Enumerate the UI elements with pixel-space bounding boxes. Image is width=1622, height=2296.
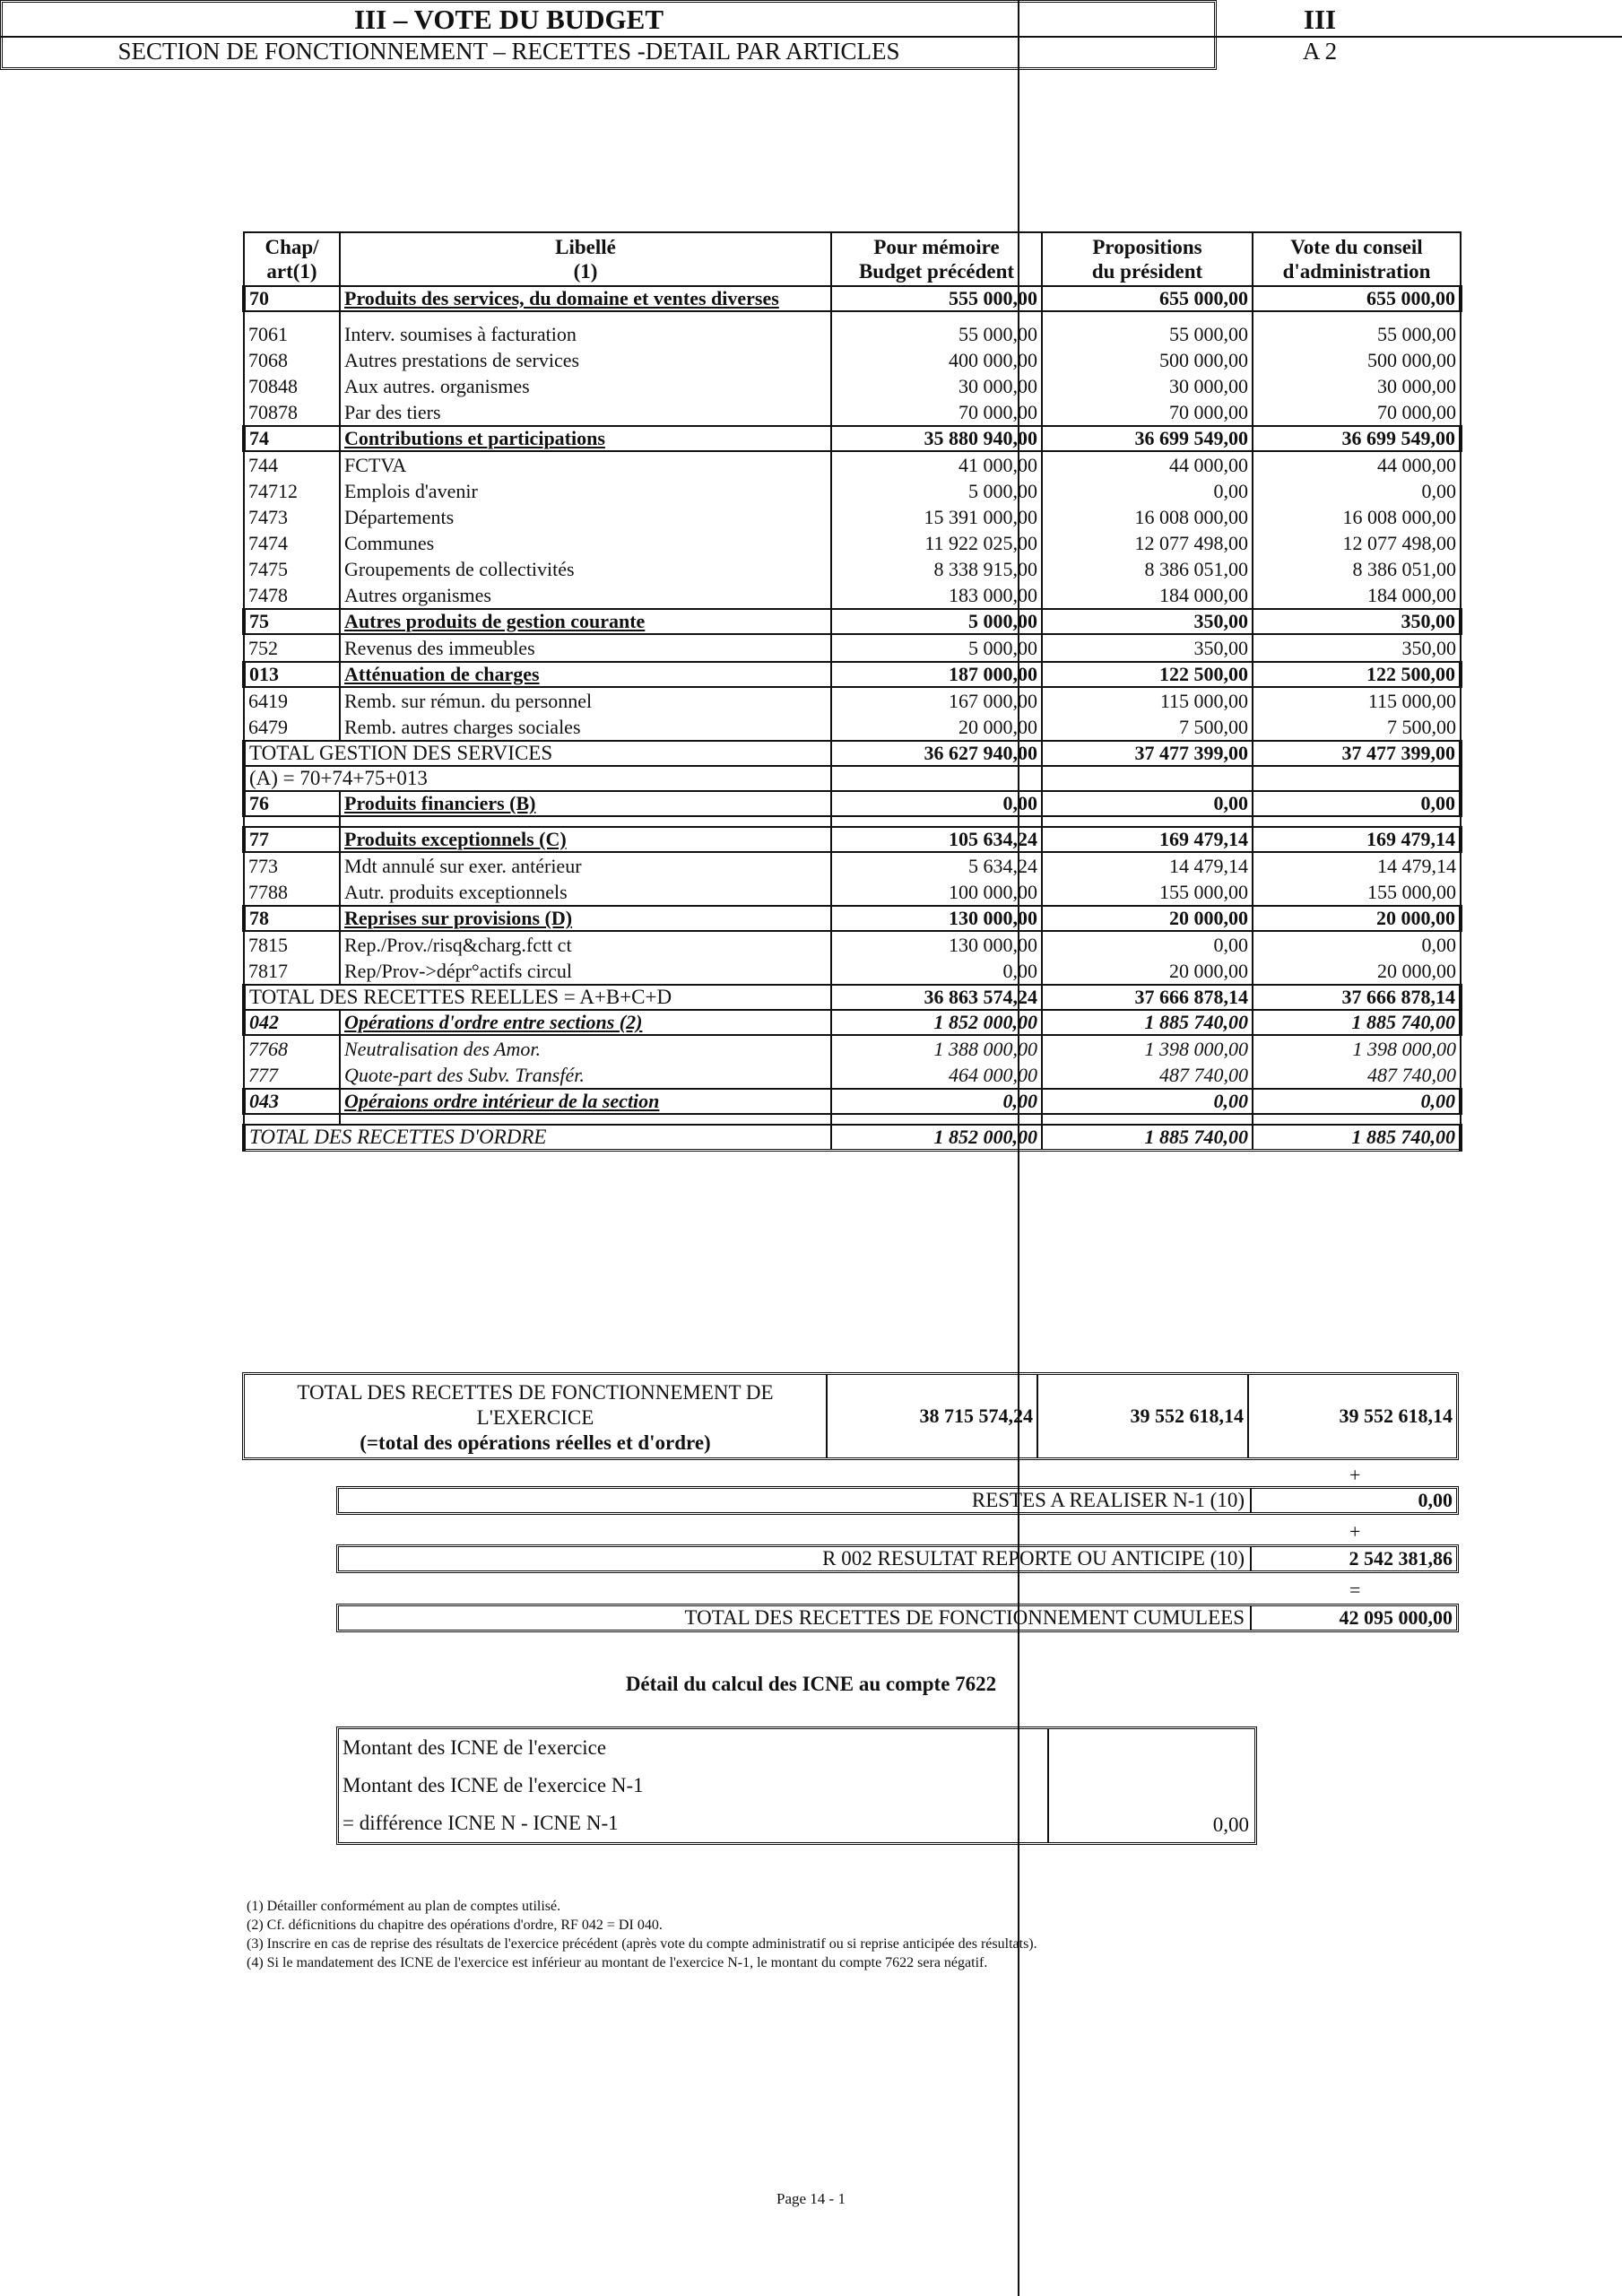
value-memoire: 30 000,00 [831,373,1042,399]
article-label: Par des tiers [340,399,831,426]
value-propositions: 70 000,00 [1042,399,1253,426]
table-header-row [244,232,1461,286]
value-memoire: 5 000,00 [831,609,1042,634]
article-label: Départements [340,504,831,530]
cumul-value: 42 095 000,00 [1339,1606,1453,1629]
value-vote: 350,00 [1253,609,1461,634]
value-memoire: 5 634,24 [831,852,1042,879]
value-propositions: 44 000,00 [1042,451,1253,478]
col-header-chap: Chap/ art(1) [244,232,340,286]
value-propositions: 20 000,00 [1042,958,1253,985]
value-propositions: 487 740,00 [1042,1062,1253,1089]
spacer-row [244,1114,1461,1125]
col-header-vote: Vote du conseil d'administration [1253,232,1461,286]
grand-total-label-line2: L'EXERCICE [476,1406,594,1429]
value-memoire: 0,00 [831,958,1042,985]
article-label: Rep./Prov./risq&charg.fctt ct [340,931,831,958]
value-vote: 1 398 000,00 [1253,1035,1461,1062]
value-propositions: 20 000,00 [1042,906,1253,931]
chapter-code: 76 [244,791,340,816]
chapter-label: Produits exceptionnels (C) [340,827,831,852]
value-memoire: 1 388 000,00 [831,1035,1042,1062]
value-propositions: 7 500,00 [1042,714,1253,741]
value-propositions: 350,00 [1042,609,1253,634]
chapter-row [244,286,1461,311]
chapter-code: 78 [244,906,340,931]
value-vote: 0,00 [1253,1089,1461,1114]
empty-cell [1042,766,1253,791]
article-code: 7788 [244,879,340,906]
icne-row-exercice: Montant des ICNE de l'exercice [343,1736,607,1759]
total-memoire: 36 863 574,24 [831,985,1042,1010]
document-header [0,0,1338,70]
article-row [244,582,1461,609]
value-propositions: 0,00 [1042,478,1253,504]
article-label: Neutralisation des Amor. [340,1035,831,1062]
empty-cell [831,766,1042,791]
value-memoire: 100 000,00 [831,879,1042,906]
article-label: Remb. autres charges sociales [340,714,831,741]
value-vote: 7 500,00 [1253,714,1461,741]
restes-value: 0,00 [1418,1489,1453,1511]
value-memoire: 0,00 [831,1089,1042,1114]
article-row [244,399,1461,426]
value-propositions: 500 000,00 [1042,347,1253,373]
article-code: 7474 [244,530,340,556]
section-code: III [1303,4,1337,35]
article-label: Autres prestations de services [340,347,831,373]
article-label: Rep/Prov->dépr°actifs circul [340,958,831,985]
value-vote: 36 699 549,00 [1253,426,1461,451]
total-propositions: 37 666 878,14 [1042,985,1253,1010]
spacer-cell [831,311,1042,321]
value-vote: 44 000,00 [1253,451,1461,478]
chapter-label: Autres produits de gestion courante [340,609,831,634]
spacer-cell [1042,311,1253,321]
budget-table [242,231,1462,1152]
grand-total-label [245,1375,828,1457]
value-propositions: 8 386 051,00 [1042,556,1253,582]
spacer-row [244,816,1461,827]
total-label: TOTAL DES RECETTES D'ORDRE [244,1125,831,1151]
chapter-code: 74 [244,426,340,451]
value-memoire: 555 000,00 [831,286,1042,311]
total-row [244,741,1461,766]
col-header-propositions: Propositions du président [1042,232,1253,286]
value-memoire: 464 000,00 [831,1062,1042,1089]
article-code: 7815 [244,931,340,958]
value-vote: 155 000,00 [1253,879,1461,906]
restes-label: RESTES A REALISER N-1 (10) [339,1489,1252,1512]
empty-cell [1253,766,1461,791]
footnote: (3) Inscrire en cas de reprise des résultats de l'exercice précédent (après vote du compte administratif ou si reprise anticipée des résultats). [247,1936,1037,1952]
article-code: 7068 [244,347,340,373]
article-row [244,879,1461,906]
icne-title: Détail du calcul des ICNE au compte 7622 [625,1673,997,1695]
chapter-label: Contributions et participations [340,426,831,451]
icne-box [336,1726,1257,1845]
value-propositions: 0,00 [1042,791,1253,816]
chapter-label: Produits financiers (B) [340,791,831,816]
article-row [244,1062,1461,1089]
article-label: Autres organismes [340,582,831,609]
grand-total-box [242,1372,1459,1460]
spacer-cell [1042,1114,1253,1125]
chapter-code: 043 [244,1089,340,1114]
article-row [244,687,1461,714]
value-vote: 20 000,00 [1253,906,1461,931]
article-code: 773 [244,852,340,879]
article-row [244,373,1461,399]
value-propositions: 55 000,00 [1042,321,1253,347]
spacer-cell [244,1114,340,1125]
article-label: Groupements de collectivités [340,556,831,582]
total-vote: 37 666 878,14 [1253,985,1461,1010]
chapter-code: 042 [244,1010,340,1035]
value-vote: 655 000,00 [1253,286,1461,311]
r002-box [336,1544,1459,1573]
value-memoire: 41 000,00 [831,451,1042,478]
article-label: Aux autres. organismes [340,373,831,399]
grand-total-memoire: 38 715 574,24 [828,1375,1038,1457]
total-vote: 1 885 740,00 [1253,1125,1461,1151]
article-label: Interv. soumises à facturation [340,321,831,347]
footnote: (1) Détailler conformément au plan de comptes utilisé. [247,1899,561,1914]
spacer-cell [340,816,831,827]
spacer-cell [831,816,1042,827]
article-row [244,714,1461,741]
article-code: 6479 [244,714,340,741]
article-row [244,931,1461,958]
grand-total-label-line1: TOTAL DES RECETTES DE FONCTIONNEMENT DE [297,1381,774,1404]
value-vote: 0,00 [1253,931,1461,958]
equals-sign: = [1349,1578,1361,1601]
chapter-row [244,906,1461,931]
total-row [244,1125,1461,1151]
article-label: FCTVA [340,451,831,478]
value-propositions: 1 885 740,00 [1042,1010,1253,1035]
value-memoire: 105 634,24 [831,827,1042,852]
col-header-memoire: Pour mémoire Budget précédent [831,232,1042,286]
value-memoire: 55 000,00 [831,321,1042,347]
cumul-box [336,1604,1459,1632]
total-memoire: 1 852 000,00 [831,1125,1042,1151]
value-vote: 12 077 498,00 [1253,530,1461,556]
value-vote: 1 885 740,00 [1253,1010,1461,1035]
value-memoire: 187 000,00 [831,662,1042,687]
value-memoire: 70 000,00 [831,399,1042,426]
article-code: 7768 [244,1035,340,1062]
total-label: TOTAL DES RECETTES REELLES = A+B+C+D [244,985,831,1010]
value-vote: 0,00 [1253,478,1461,504]
chapter-label: Opérations d'ordre entre sections (2) [340,1010,831,1035]
footnote: (2) Cf. déficnitions du chapitre des opérations d'ordre, RF 042 = DI 040. [247,1918,663,1933]
article-row [244,556,1461,582]
value-memoire: 183 000,00 [831,582,1042,609]
value-memoire: 20 000,00 [831,714,1042,741]
value-propositions: 169 479,14 [1042,827,1253,852]
spacer-cell [340,311,831,321]
value-vote: 169 479,14 [1253,827,1461,852]
article-code: 777 [244,1062,340,1089]
value-memoire: 15 391 000,00 [831,504,1042,530]
total-label: TOTAL GESTION DES SERVICES [244,741,831,766]
value-vote: 184 000,00 [1253,582,1461,609]
value-memoire: 0,00 [831,791,1042,816]
article-row [244,634,1461,662]
total-row [244,985,1461,1010]
value-vote: 0,00 [1253,791,1461,816]
total-row-formula [244,766,1461,791]
article-label: Communes [340,530,831,556]
plus-sign: + [1349,1464,1361,1486]
value-vote: 122 500,00 [1253,662,1461,687]
value-vote: 30 000,00 [1253,373,1461,399]
value-memoire: 5 000,00 [831,478,1042,504]
value-memoire: 130 000,00 [831,906,1042,931]
spacer-cell [1253,311,1461,321]
chapter-row [244,827,1461,852]
article-label: Quote-part des Subv. Transfér. [340,1062,831,1089]
article-label: Revenus des immeubles [340,634,831,662]
value-memoire: 35 880 940,00 [831,426,1042,451]
grand-total-propositions: 39 552 618,14 [1038,1375,1249,1457]
restes-box [336,1486,1459,1515]
chapter-row [244,426,1461,451]
article-label: Emplois d'avenir [340,478,831,504]
chapter-label: Opéraions ordre intérieur de la section [340,1089,831,1114]
article-code: 70878 [244,399,340,426]
value-propositions: 16 008 000,00 [1042,504,1253,530]
spacer-cell [244,816,340,827]
article-row [244,852,1461,879]
article-code: 74712 [244,478,340,504]
value-propositions: 655 000,00 [1042,286,1253,311]
article-row [244,347,1461,373]
value-memoire: 11 922 025,00 [831,530,1042,556]
value-memoire: 167 000,00 [831,687,1042,714]
value-memoire: 8 338 915,00 [831,556,1042,582]
page-number: Page 14 - 1 [776,2190,846,2207]
article-row [244,504,1461,530]
value-propositions: 14 479,14 [1042,852,1253,879]
chapter-row [244,1089,1461,1114]
value-propositions: 0,00 [1042,931,1253,958]
article-row [244,958,1461,985]
value-vote: 70 000,00 [1253,399,1461,426]
icne-value: 0,00 [1212,1813,1249,1836]
chapter-row [244,1010,1461,1035]
article-row [244,530,1461,556]
chapter-code: 75 [244,609,340,634]
value-vote: 55 000,00 [1253,321,1461,347]
total-memoire: 36 627 940,00 [831,741,1042,766]
footnotes [247,1897,1037,1972]
chapter-code: 013 [244,662,340,687]
article-row [244,1035,1461,1062]
value-memoire: 130 000,00 [831,931,1042,958]
article-label: Remb. sur rémun. du personnel [340,687,831,714]
article-code: 7478 [244,582,340,609]
value-vote: 500 000,00 [1253,347,1461,373]
value-vote: 115 000,00 [1253,687,1461,714]
value-vote: 487 740,00 [1253,1062,1461,1089]
page-subtitle: SECTION DE FONCTIONNEMENT – RECETTES -DETAIL PAR ARTICLES [117,38,900,65]
spacer-cell [244,311,340,321]
footnote: (4) Si le mandatement des ICNE de l'exercice est inférieur au montant de l'exercice N-1, le montant du compte 7622 sera négatif. [247,1955,988,1970]
article-row [244,321,1461,347]
value-vote: 14 479,14 [1253,852,1461,879]
total-vote: 37 477 399,00 [1253,741,1461,766]
spacer-cell [831,1114,1042,1125]
total-propositions: 1 885 740,00 [1042,1125,1253,1151]
article-code: 6419 [244,687,340,714]
article-code: 7473 [244,504,340,530]
value-propositions: 30 000,00 [1042,373,1253,399]
value-propositions: 155 000,00 [1042,879,1253,906]
chapter-label: Produits des services, du domaine et ventes diverses [340,286,831,311]
grand-total-label-line3: (=total des opérations réelles et d'ordre) [360,1431,711,1454]
article-code: 744 [244,451,340,478]
value-propositions: 122 500,00 [1042,662,1253,687]
chapter-row [244,791,1461,816]
value-vote: 350,00 [1253,634,1461,662]
article-row [244,451,1461,478]
chapter-label: Reprises sur provisions (D) [340,906,831,931]
value-propositions: 36 699 549,00 [1042,426,1253,451]
plus-sign: + [1349,1520,1361,1543]
value-vote: 16 008 000,00 [1253,504,1461,530]
col-header-libelle: Libellé (1) [340,232,831,286]
chapter-row [244,609,1461,634]
value-propositions: 350,00 [1042,634,1253,662]
total-propositions: 37 477 399,00 [1042,741,1253,766]
spacer-row [244,311,1461,321]
article-code: 7475 [244,556,340,582]
chapter-row [244,662,1461,687]
value-memoire: 5 000,00 [831,634,1042,662]
article-code: 70848 [244,373,340,399]
chapter-code: 70 [244,286,340,311]
value-vote: 20 000,00 [1253,958,1461,985]
grand-total-vote: 39 552 618,14 [1339,1405,1453,1427]
spacer-cell [1253,1114,1461,1125]
value-propositions: 184 000,00 [1042,582,1253,609]
value-vote: 8 386 051,00 [1253,556,1461,582]
value-propositions: 1 398 000,00 [1042,1035,1253,1062]
budget-rows [244,286,1461,1151]
cumul-label: TOTAL DES RECETTES DE FONCTIONNEMENT CUMULEES [339,1606,1252,1630]
spacer-cell [340,1114,831,1125]
annex-code: A 2 [1302,38,1338,65]
chapter-code: 77 [244,827,340,852]
r002-value: 2 542 381,86 [1349,1547,1453,1570]
total-formula: (A) = 70+74+75+013 [244,766,831,791]
icne-row-difference: = différence ICNE N - ICNE N-1 [343,1812,619,1834]
chapter-label: Atténuation de charges [340,662,831,687]
article-code: 7817 [244,958,340,985]
spacer-cell [1253,816,1461,827]
article-code: 7061 [244,321,340,347]
value-propositions: 12 077 498,00 [1042,530,1253,556]
icne-row-n1: Montant des ICNE de l'exercice N-1 [343,1774,644,1796]
article-label: Autr. produits exceptionnels [340,879,831,906]
value-memoire: 400 000,00 [831,347,1042,373]
value-propositions: 0,00 [1042,1089,1253,1114]
r002-label: R 002 RESULTAT REPORTE OU ANTICIPE (10) [339,1547,1252,1570]
value-propositions: 115 000,00 [1042,687,1253,714]
article-row [244,478,1461,504]
article-label: Mdt annulé sur exer. antérieur [340,852,831,879]
value-memoire: 1 852 000,00 [831,1010,1042,1035]
article-code: 752 [244,634,340,662]
spacer-cell [1042,816,1253,827]
page-title: III – VOTE DU BUDGET [353,4,664,35]
